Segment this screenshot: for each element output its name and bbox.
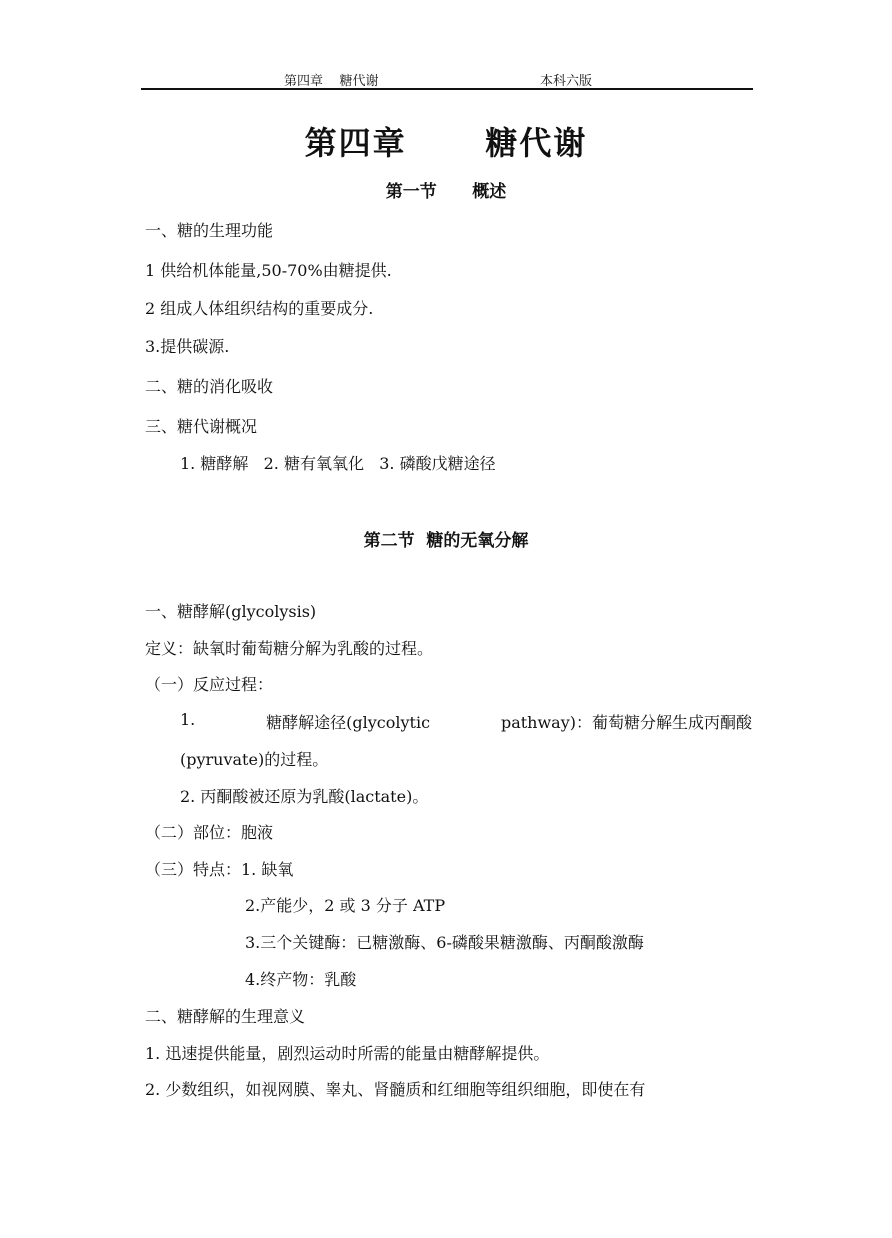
heading-physiological-function: 一、糖的生理功能 [145, 221, 274, 240]
subheading-location: （二）部位：胞液 [145, 823, 274, 842]
significance-item-1: 1. 迅速提供能量，剧烈运动时所需的能量由糖酵解提供。 [145, 1044, 550, 1063]
section-title-1: 第一节 概述 [385, 182, 507, 202]
heading-glycolysis-significance: 二、糖酵解的生理意义 [145, 1007, 306, 1026]
subheading-reaction-process: （一）反应过程： [145, 675, 274, 694]
function-item-1: 1 供给机体能量,50-70%由糖提供. [145, 261, 392, 280]
chapter-title: 第四章 糖代谢 [304, 124, 588, 162]
reaction-step-2: 2. 丙酮酸被还原为乳酸(lactate)。 [180, 787, 429, 806]
function-item-2: 2 组成人体组织结构的重要成分. [145, 299, 374, 318]
header-rule [141, 88, 753, 90]
reaction-step-1-continued: (pyruvate)的过程。 [180, 750, 329, 769]
step1-number: 1. [180, 710, 196, 729]
running-header-edition: 本科六版 [540, 74, 593, 89]
reaction-step-1 [180, 710, 752, 733]
step1-text-a: 糖酵解途径(glycolytic [266, 713, 431, 732]
step1-text-b: pathway)：葡萄糖分解生成丙酮酸 [500, 713, 752, 732]
feature-2: 2.产能少，2 或 3 分子 ATP [245, 896, 446, 915]
heading-metabolism-overview: 三、糖代谢概况 [145, 417, 258, 436]
glycolysis-definition: 定义：缺氧时葡萄糖分解为乳酸的过程。 [145, 639, 434, 658]
running-header-chapter: 第四章 糖代谢 [284, 74, 379, 89]
heading-glycolysis: 一、糖酵解(glycolysis) [145, 602, 317, 621]
overview-list: 1. 糖酵解 2. 糖有氧氧化 3. 磷酸戊糖途径 [180, 454, 496, 473]
section-title-2: 第二节 糖的无氧分解 [363, 531, 529, 551]
function-item-3: 3.提供碳源. [145, 337, 230, 356]
feature-3: 3.三个关键酶：已糖激酶、6-磷酸果糖激酶、丙酮酸激酶 [245, 933, 644, 952]
heading-digestion: 二、糖的消化吸收 [145, 377, 274, 396]
significance-item-2: 2. 少数组织，如视网膜、睾丸、肾髓质和红细胞等组织细胞，即使在有 [145, 1080, 646, 1099]
feature-4: 4.终产物：乳酸 [245, 970, 357, 989]
subheading-characteristics: （三）特点：1. 缺氧 [145, 860, 294, 879]
